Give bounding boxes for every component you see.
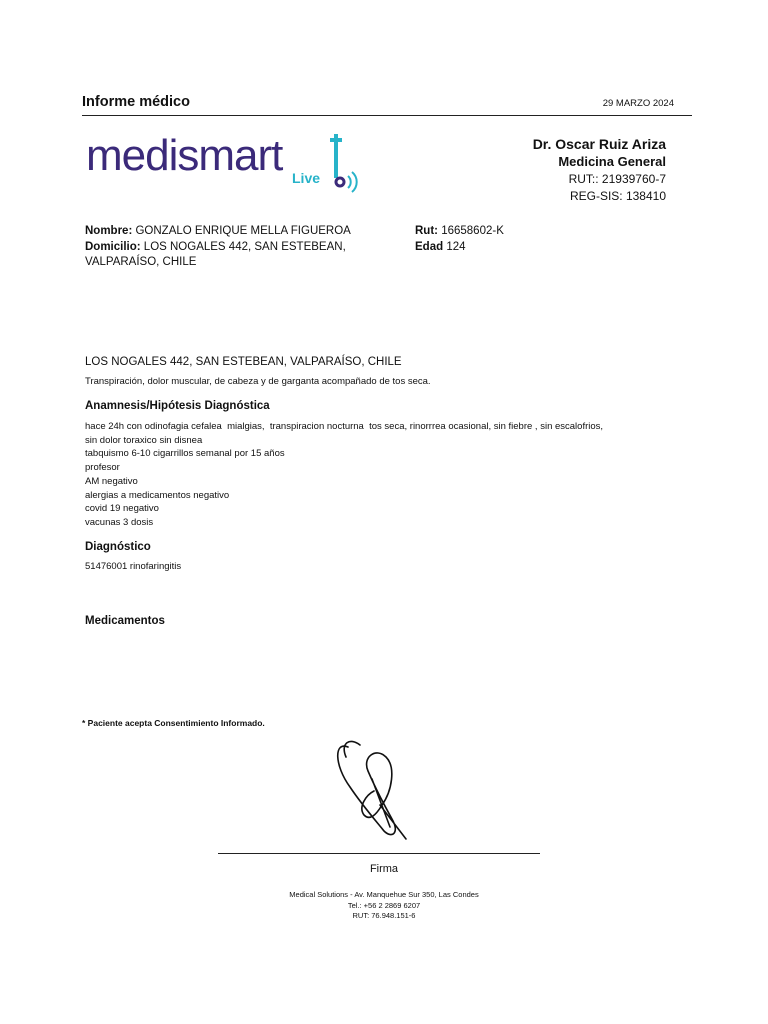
patient-info-left [85, 224, 410, 271]
footer-rut: RUT: 76.948.151-6 [352, 911, 416, 920]
doctor-specialty: Medicina General [558, 154, 666, 169]
diagnosis-text: 51476001 rinofaringitis [85, 561, 182, 572]
logo-word-smart: smart [177, 131, 283, 180]
patient-age: 124 [446, 240, 466, 253]
doctor-reg: REG-SIS: 138410 [569, 189, 666, 203]
patient-name-row [85, 224, 410, 240]
footer-address: Medical Solutions - Av. Manquehue Sur 350, Las Condes [289, 890, 479, 899]
document-date: 29 MARZO 2024 [602, 98, 674, 109]
doctor-name: Dr. Oscar Ruiz Ariza [532, 136, 666, 152]
doctor-rut: RUT:: 21939760-7 [568, 172, 666, 186]
medications-heading: Medicamentos [85, 615, 165, 627]
patient-rut: 16658602-K [441, 225, 504, 237]
patient-address-label: Domicilio: [85, 240, 141, 253]
anamnesis-line: AM negativo [85, 475, 138, 487]
patient-info-right [415, 224, 504, 255]
patient-name: GONZALO ENRIQUE MELLA FIGUEROA [135, 225, 351, 237]
patient-rut-label: Rut: [415, 225, 438, 237]
header-divider [82, 115, 692, 116]
patient-name-label: Nombre: [85, 225, 133, 237]
anamnesis-text [85, 420, 605, 530]
logo-live-text: Live [292, 170, 321, 186]
logo-signal-icon [318, 134, 362, 194]
medismart-logo [86, 128, 376, 198]
patient-address-row [85, 240, 410, 271]
visit-address: LOS NOGALES 442, SAN ESTEBEAN, VALPARAÍSO, CHILE [85, 356, 402, 368]
logo-word-medi: medi [86, 131, 178, 180]
signature-line [218, 853, 540, 854]
patient-age-label: Edad [415, 240, 444, 253]
patient-age-row [415, 240, 504, 256]
patient-rut-row [415, 224, 504, 240]
anamnesis-line: covid 19 negativo [85, 503, 159, 515]
anamnesis-heading: Anamnesis/Hipótesis Diagnóstica [85, 400, 270, 412]
doctor-info [533, 136, 666, 206]
anamnesis-line: profesor [85, 462, 120, 474]
signature-image [320, 735, 430, 845]
patient-address: LOS NOGALES 442, SAN ESTEBEAN, VALPARAÍSO, CHILE [85, 240, 346, 268]
anamnesis-line: hace 24h con odinofagia cefalea mialgias, transpiracion nocturna tos seca, rinorrrea ocasional, sin fiebre , sin escalofrios, sin dolor toraxico sin disnea [85, 421, 606, 446]
anamnesis-line: alergias a medicamentos negativo [85, 489, 230, 501]
footer-phone: Tel.: +56 2 2869 6207 [347, 900, 421, 910]
footer [0, 890, 768, 922]
visit-reason: Transpiración, dolor muscular, de cabeza y de garganta acompañado de tos seca. [85, 376, 431, 387]
anamnesis-line: tabquismo 6-10 cigarrillos semanal por 15 años [85, 448, 285, 460]
anamnesis-line: vacunas 3 dosis [85, 516, 154, 528]
diagnosis-heading: Diagnóstico [85, 541, 151, 553]
document-title: Informe médico [82, 94, 190, 110]
consent-note: * Paciente acepta Consentimiento Informado. [82, 718, 265, 728]
signature-label: Firma [369, 863, 399, 875]
logo-wordmark [86, 128, 282, 184]
